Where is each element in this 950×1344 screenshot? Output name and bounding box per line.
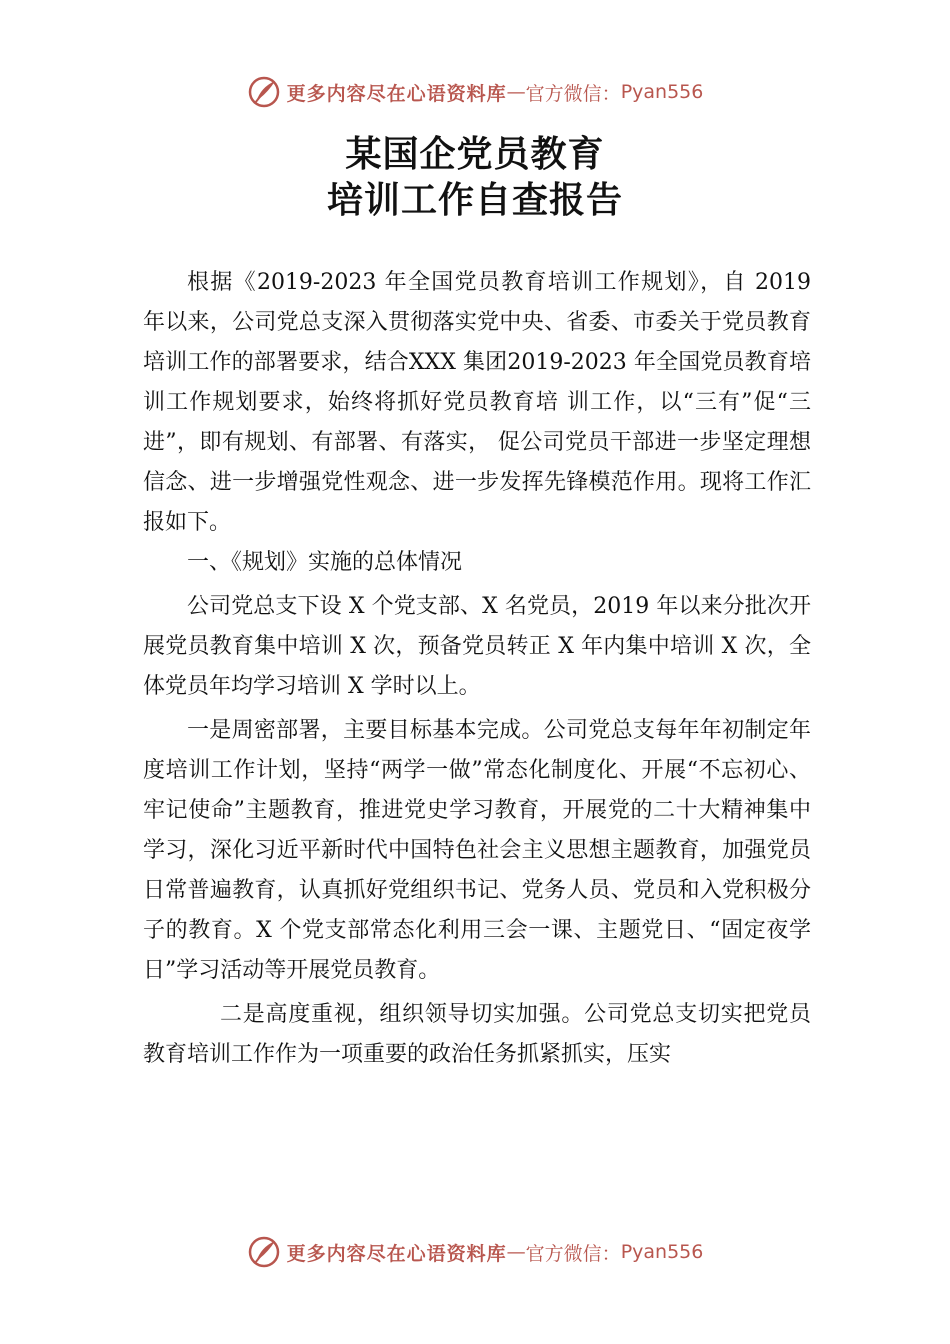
banner-wechat-label: 官方微信： <box>525 82 621 105</box>
document-title-line1: 某国企党员教育 <box>345 133 605 175</box>
document-title-line2: 培训工作自查报告 <box>326 179 623 221</box>
banner-wechat-id: Pyan556 <box>620 1241 704 1263</box>
banner-wechat-id: Pyan556 <box>620 81 704 103</box>
quill-logo-icon <box>247 75 281 109</box>
point-one-paragraph: 一是周密部署，主要目标基本完成。公司党总支每年年初制定年度培训工作计划，坚持“两学一做”常态化制度化、开展“不忘初心、牢记使命”主题教育，推进党史学习教育，开展党的二十大精神集中学习，深化习近平新时代中国特色社会主义思想主题教育，加强党员日常普遍教育，认真抓好党组织书记、党务人员、党员和入党积极分子的教育。X 个党支部常态化利用三会一课、主题党日、“固定夜学日”学习活动等开展党员教育。 <box>143 718 811 983</box>
banner-wechat-label: 官方微信： <box>525 1242 621 1265</box>
footer-banner <box>0 1232 950 1272</box>
intro-paragraph: 根据《2019-2023 年全国党员教育培训工作规划》，自 2019 年以来，公司党总支深入贯彻落实党中央、省委、市委关于党员教育培训工作的部署要求，结合XXX 集团2019-2023 年全国党员教育培训工作规划要求，始终将抓好党员教育培 训工作，以“三有”促“三进”，即有规划、有部署、有落实， 促公司党员干部进一步坚定理想信念、进一步增强党性观念、进一步发挥先锋模范作用。现将工作汇报如下。 <box>143 270 811 535</box>
header-banner <box>0 72 950 112</box>
banner-separator: — <box>506 81 526 103</box>
banner-main-text: 更多内容尽在心语资料库 <box>286 1242 507 1265</box>
quill-logo-icon <box>247 1235 281 1269</box>
point-two-paragraph: 二是高度重视，组织领导切实加强。公司党总支切实把党员教育培训工作作为一项重要的政治任务抓紧抓实，压实 <box>143 1002 811 1067</box>
document-body <box>143 263 811 1075</box>
section-heading-1: 一、《规划》实施的总体情况 <box>187 550 463 575</box>
banner-separator: — <box>506 1241 526 1263</box>
banner-main-text: 更多内容尽在心语资料库 <box>286 82 507 105</box>
overview-paragraph: 公司党总支下设 X 个党支部、X 名党员，2019 年以来分批次开展党员教育集中培训 X 次，预备党员转正 X 年内集中培训 X 次，全体党员年均学习培训 X 学时以上。 <box>143 594 811 699</box>
